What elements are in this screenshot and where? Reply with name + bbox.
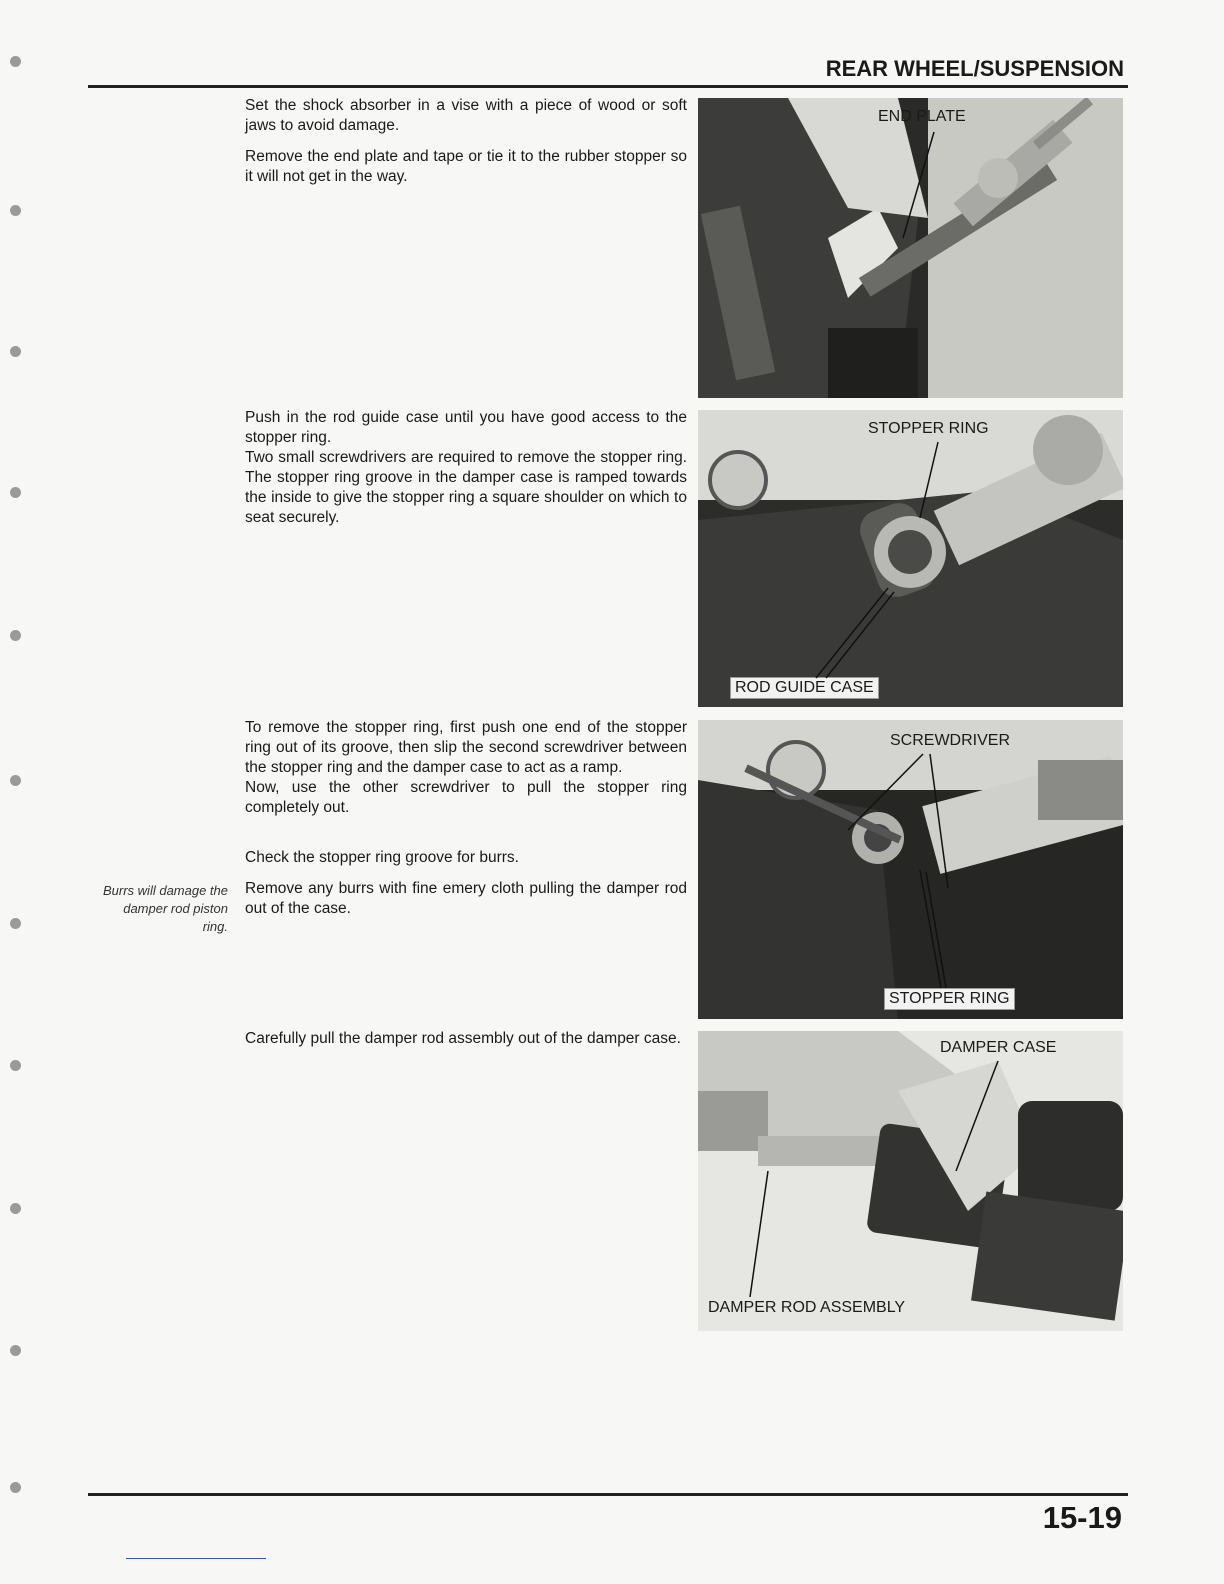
step-1-paragraph-1: Set the shock absorber in a vise with a piece of wood or soft jaws to avoid damage.	[245, 97, 687, 134]
header-rule	[88, 85, 1128, 88]
binder-hole	[10, 1482, 21, 1493]
label-screwdriver: SCREWDRIVER	[890, 732, 1011, 749]
step-3-paragraph-2: Check the stopper ring groove for burrs.	[245, 849, 519, 866]
page-number: 15-19	[1042, 1500, 1122, 1535]
figure-end-plate	[698, 98, 1123, 398]
binder-hole	[10, 56, 21, 67]
step-3-paragraph-3: Remove any burrs with fine emery cloth pulling the damper rod out of the case.	[245, 880, 687, 917]
label-damper-case: DAMPER CASE	[940, 1039, 1057, 1056]
binder-hole	[10, 775, 21, 786]
damper-rod-leaders	[698, 1031, 1123, 1331]
binder-hole	[10, 1060, 21, 1071]
binder-hole	[10, 1203, 21, 1214]
figure-stopper-ring	[698, 410, 1123, 707]
side-note: Burrs will damage the damper rod piston ring.	[103, 883, 228, 934]
step-2-paragraph-1: Push in the rod guide case until you have good access to the stopper ring. Two small screwdrivers are required to remove the stopper ring. The stopper ring groove in the damper case is ramped towards the inside to give the stopper ring a square shoulder on which to seat securely.	[245, 409, 687, 526]
figure-damper-rod	[698, 1031, 1123, 1331]
label-stopper-ring-2: STOPPER RING	[884, 988, 1015, 1010]
end-plate-leader	[698, 98, 1123, 398]
label-end-plate: END PLATE	[878, 108, 966, 125]
step-1-paragraph-2: Remove the end plate and tape or tie it to the rubber stopper so it will not get in the way.	[245, 148, 687, 185]
step-3-paragraph-1: To remove the stopper ring, first push one end of the stopper ring out of its groove, then slip the second screwdriver between the stopper ring and the damper case to act as a ramp. Now, use the other screwdriver to pull the stopper ring completely out.	[245, 719, 687, 816]
label-rod-guide-case: ROD GUIDE CASE	[730, 677, 879, 699]
footer-rule	[88, 1493, 1128, 1496]
binder-hole	[10, 630, 21, 641]
binder-hole	[10, 1345, 21, 1356]
figure-screwdriver	[698, 720, 1123, 1019]
screwdriver-leaders	[698, 720, 1123, 1019]
stopper-ring-leaders	[698, 410, 1123, 707]
binder-hole	[10, 205, 21, 216]
label-stopper-ring: STOPPER RING	[868, 420, 989, 437]
step-4-paragraph-1: Carefully pull the damper rod assembly out of the damper case.	[245, 1030, 681, 1047]
label-damper-rod-assembly: DAMPER ROD ASSEMBLY	[708, 1299, 906, 1316]
section-title: REAR WHEEL/SUSPENSION	[825, 56, 1124, 81]
binder-hole	[10, 487, 21, 498]
binder-hole	[10, 918, 21, 929]
binder-hole	[10, 346, 21, 357]
bottom-link-underline	[126, 1558, 266, 1559]
